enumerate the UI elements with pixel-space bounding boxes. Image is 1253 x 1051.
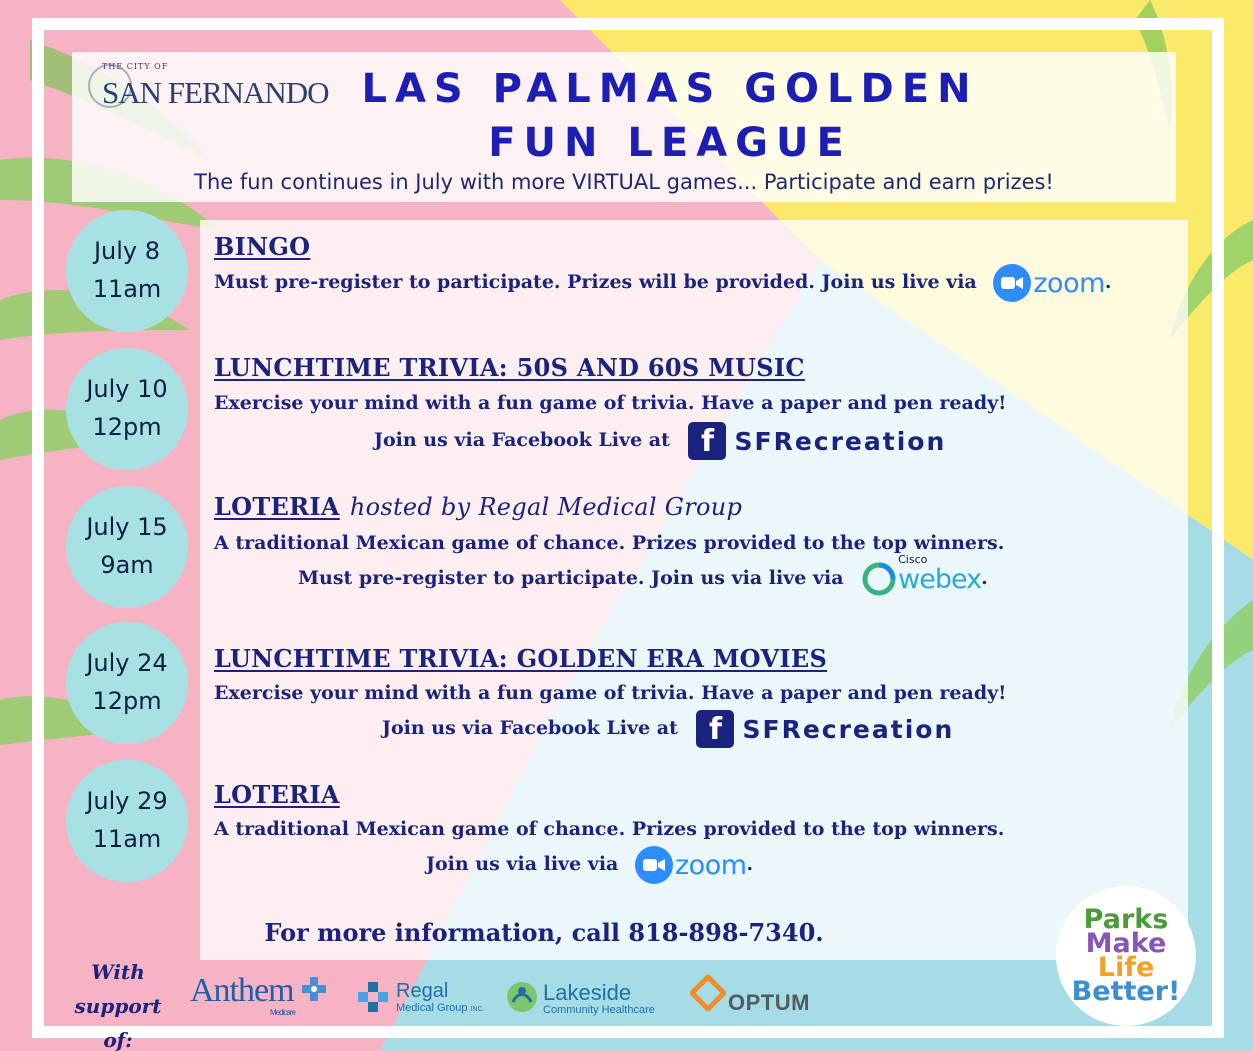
support-label [58,955,178,1051]
badge-word-parks: Parks [1083,904,1169,935]
event-title-trivia-music: LUNCHTIME TRIVIA: 50S AND 60S MUSIC [214,353,805,382]
regal-logo [356,980,485,1019]
event-time: 12pm [92,413,162,441]
event-title-loteria-regal [214,492,742,521]
event-line [214,264,1112,302]
contact-info [200,918,1188,947]
parks-make-life-better-badge [1056,886,1196,1026]
logo-text: SAN FERNANDO [102,75,329,110]
event-line: A traditional Mexican game of chance. Prizes provided to the top winners. [214,532,1005,554]
logo-small-text: THE CITY OF [102,62,169,71]
event-title-loteria: LOTERIA [214,780,340,809]
facebook-sfrecreation-link[interactable] [696,710,954,748]
facebook-icon: f [696,710,734,748]
event-line [374,422,946,460]
zoom-camera-icon [993,264,1031,302]
facebook-sfrecreation-link[interactable] [688,422,946,460]
event-line: Exercise your mind with a fun game of trivia. Have a paper and pen ready! [214,682,1007,704]
webex-wordmark: webex [898,563,982,595]
event-time: 12pm [92,687,162,715]
event-title-bingo: BINGO [214,232,311,261]
badge-word-make: Make [1085,928,1167,959]
date-badge-july-29 [66,760,188,882]
zoom-wordmark: zoom [675,849,747,881]
regal-sub-text: Medical Group [396,1002,468,1014]
optum-wordmark: OPTUM [728,990,810,1015]
event-line-text: Must pre-register to participate. Prizes will be provided. Join us live via [214,271,977,293]
webex-icon [862,562,896,596]
event-line: Exercise your mind with a fun game of trivia. Have a paper and pen ready! [214,392,1007,414]
facebook-handle: SFRecreation [742,714,955,744]
event-time: 11am [92,825,162,853]
zoom-logo[interactable] [993,264,1105,302]
event-date: July 8 [93,237,161,265]
badge-word-life: Life [1097,952,1155,983]
optum-icon [690,975,726,1011]
date-badge-july-10 [66,348,188,470]
contact-phone-text: For more information, call 818-898-7340. [264,918,824,947]
facebook-icon: f [688,422,726,460]
event-title-text: LOTERIA [214,492,340,521]
anthem-cross-icon [301,976,327,1002]
event-date: July 10 [86,375,168,403]
event-host: hosted by Regal Medical Group [349,493,743,521]
lakeside-wordmark: Lakeside [543,980,632,1005]
lakeside-sub: Community Healthcare [543,1004,655,1016]
cisco-label: Cisco [898,553,928,566]
support-label-line-1: With [91,960,145,984]
line-end: . [746,853,754,875]
event-line-text: Join us via live via [426,853,619,875]
event-date: July 29 [86,787,168,815]
lakeside-icon [505,980,539,1014]
date-badge-july-8 [66,210,188,332]
zoom-wordmark: zoom [1033,267,1105,299]
title-line-2: FUN LEAGUE [488,120,852,166]
badge-word-better: Better! [1071,976,1181,1007]
event-line-text: Join us via Facebook Live at [382,717,678,739]
event-line [426,846,753,884]
regal-wordmark: Regal [396,980,449,1002]
anthem-wordmark: Anthem [190,972,294,1009]
line-end: . [981,567,988,589]
subtitle: The fun continues in July with more VIRTUAL games... Participate and earn prizes! [194,170,1054,194]
webex-logo[interactable] [862,553,982,596]
regal-sub [396,1002,485,1014]
event-time: 9am [100,551,154,579]
san-fernando-logo [88,62,329,122]
event-line [298,553,988,596]
facebook-handle: SFRecreation [734,426,947,456]
event-line-text: Must pre-register to participate. Join us via live via [298,567,844,589]
lakeside-logo [505,980,655,1019]
anthem-sub: Medicare [270,1008,295,1017]
support-label-line-2: support of: [74,994,162,1051]
event-line-text: Join us via Facebook Live at [374,429,670,451]
optum-logo [690,975,810,1016]
anthem-logo [190,972,327,1017]
event-line [382,710,954,748]
zoom-camera-icon [635,846,673,884]
date-badge-july-24 [66,622,188,744]
event-date: July 24 [86,649,168,677]
date-badge-july-15 [66,486,188,608]
zoom-logo[interactable] [635,846,747,884]
event-time: 11am [92,275,162,303]
regal-icon [356,980,390,1014]
line-end: . [1104,271,1112,293]
page-title [300,62,1040,170]
event-title-trivia-movies: LUNCHTIME TRIVIA: GOLDEN ERA MOVIES [214,644,828,673]
title-line-1: LAS PALMAS GOLDEN [361,66,979,112]
regal-inc: INC. [470,1006,485,1013]
event-line: A traditional Mexican game of chance. Prizes provided to the top winners. [214,818,1005,840]
event-date: July 15 [86,513,168,541]
